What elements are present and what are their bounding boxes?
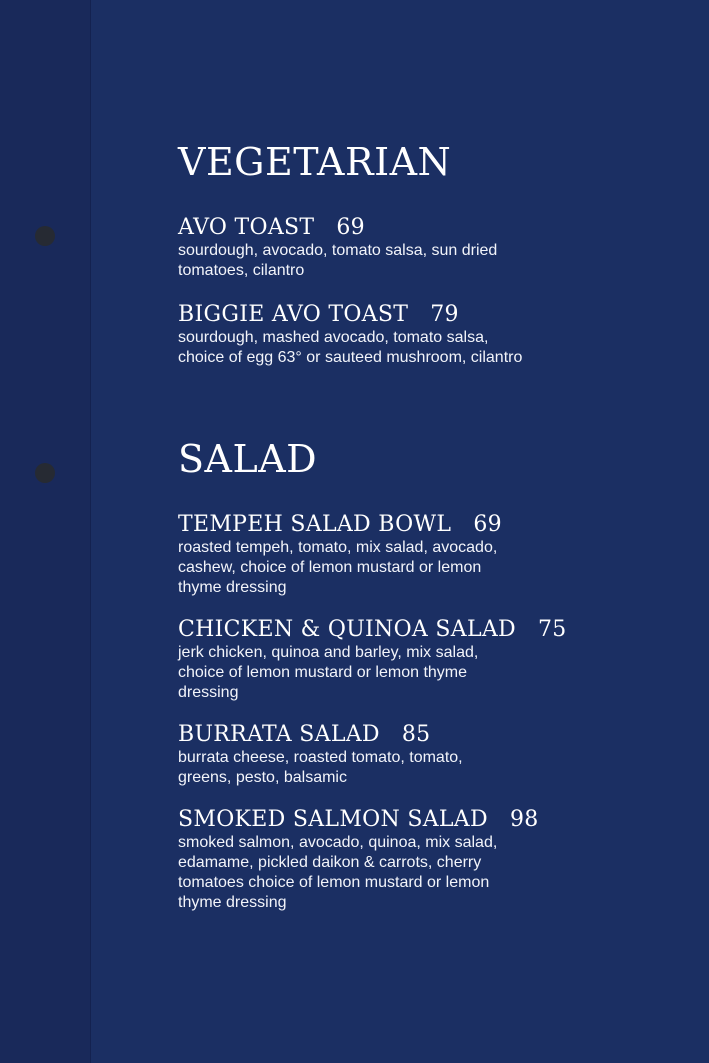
- menu-item-desc-line: burrata cheese, roasted tomato, tomato,: [178, 749, 463, 766]
- binder-hole-top: [35, 226, 55, 246]
- menu-item-desc-line: choice of lemon mustard or lemon thyme: [178, 664, 468, 681]
- menu-item-smoked-salmon-salad: [178, 807, 578, 913]
- section-title-salad: SALAD: [178, 437, 318, 481]
- menu-item-desc-line: greens, pesto, balsamic: [178, 769, 347, 786]
- menu-item-price: 79: [430, 302, 459, 327]
- menu-item-desc-line: sourdough, avocado, tomato salsa, sun dried: [178, 242, 498, 259]
- menu-item-price: 69: [336, 215, 365, 240]
- menu-item-description: [178, 748, 578, 788]
- menu-item-heading: [178, 617, 578, 643]
- menu-item-desc-line: thyme dressing: [178, 894, 287, 911]
- binding-strip: [0, 0, 91, 1063]
- menu-item-desc-line: sourdough, mashed avocado, tomato salsa,: [178, 329, 489, 346]
- menu-item-price: 75: [538, 617, 567, 642]
- menu-item-desc-line: choice of egg 63° or sauteed mushroom, cilantro: [178, 349, 523, 366]
- section-title-vegetarian: VEGETARIAN: [178, 140, 452, 184]
- menu-item-burrata-salad: [178, 722, 578, 788]
- menu-item-heading: [178, 807, 578, 833]
- menu-item-price: 85: [401, 722, 431, 747]
- menu-item-desc-line: tomatoes, cilantro: [178, 262, 305, 279]
- menu-item-biggie-avo-toast: [178, 302, 578, 368]
- menu-item-name: TEMPEH SALAD BOWL: [178, 512, 452, 537]
- menu-item-name: AVO TOAST: [178, 215, 315, 240]
- menu-item-description: [178, 538, 578, 598]
- menu-item-desc-line: jerk chicken, quinoa and barley, mix salad,: [178, 644, 479, 661]
- menu-item-name: CHICKEN & QUINOA SALAD: [178, 617, 516, 642]
- menu-item-price: 69: [473, 512, 502, 537]
- menu-item-desc-line: dressing: [178, 684, 239, 701]
- menu-item-price: 98: [509, 807, 539, 832]
- menu-item-description: [178, 643, 578, 703]
- menu-item-desc-line: roasted tempeh, tomato, mix salad, avocado,: [178, 539, 498, 556]
- menu-item-heading: [178, 302, 578, 328]
- menu-item-desc-line: thyme dressing: [178, 579, 287, 596]
- menu-item-name: SMOKED SALMON SALAD: [178, 807, 488, 832]
- menu-item-heading: [178, 722, 578, 748]
- menu-item-name: BURRATA SALAD: [178, 722, 380, 747]
- menu-item-name: BIGGIE AVO TOAST: [178, 302, 409, 327]
- menu-item-tempeh-salad-bowl: [178, 512, 578, 598]
- menu-item-description: [178, 833, 578, 913]
- menu-item-desc-line: tomatoes choice of lemon mustard or lemon: [178, 874, 490, 891]
- menu-item-heading: [178, 512, 578, 538]
- menu-item-heading: [178, 215, 578, 241]
- menu-item-desc-line: cashew, choice of lemon mustard or lemon: [178, 559, 482, 576]
- menu-item-desc-line: smoked salmon, avocado, quinoa, mix salad,: [178, 834, 498, 851]
- menu-item-desc-line: edamame, pickled daikon & carrots, cherry: [178, 854, 482, 871]
- menu-item-description: [178, 241, 578, 281]
- menu-item-avo-toast: [178, 215, 578, 281]
- binder-hole-bottom: [35, 463, 55, 483]
- menu-item-description: [178, 328, 578, 368]
- menu-item-chicken-quinoa-salad: [178, 617, 578, 703]
